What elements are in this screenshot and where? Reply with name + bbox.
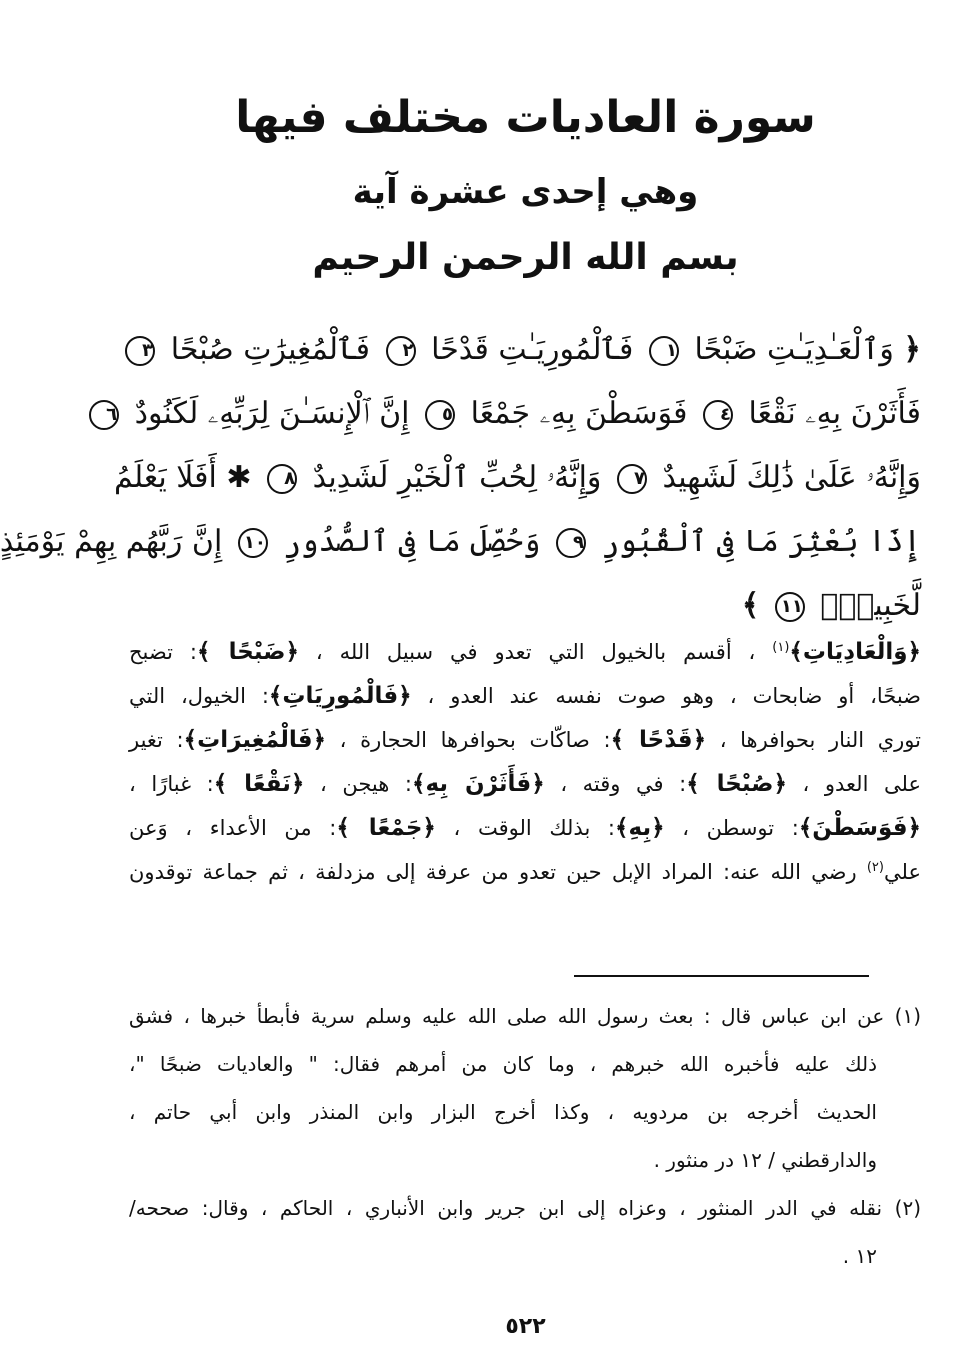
footnote-1-line-2: ذلك عليه فأخبره الله خبرهم ، وما كان من أمرهم فقال: " والعاديات ضبحًا "، [129, 1052, 877, 1076]
keyword-fa-wasatna: ﴿فَوَسَطْنَ﴾ [798, 815, 921, 841]
commentary-line-6 [129, 850, 921, 894]
basmala: بسم الله الرحمن الرحيم [312, 237, 739, 278]
verse-3-number: ٣ [125, 336, 155, 366]
page-number: ٥٢٢ [505, 1314, 546, 1339]
keyword-al-adiyat: ﴿وَالْعَادِيَاتِ﴾ [789, 639, 921, 665]
keyword-dabhan: ﴿ضَبْحًا ﴾ [196, 639, 299, 665]
commentary-line-5 [129, 806, 921, 850]
quran-close-bracket: ﴾ [741, 588, 760, 623]
keyword-qadhan: ﴿قَدْحًا ﴾ [610, 727, 707, 753]
footnote-divider [574, 975, 869, 977]
quran-line-4 [0, 510, 921, 574]
verse-8-number: ٨ [267, 464, 297, 494]
commentary-text: : تغير [129, 728, 184, 752]
verse-11-text-start: إِنَّ رَبَّهُم بِهِمْ يَوْمَئِذٍ [0, 524, 223, 559]
keyword-naqan: ﴿نَقْعًا ﴾ [213, 771, 305, 797]
quran-line-2 [106, 382, 921, 446]
verse-10-number: ١٠ [238, 528, 268, 558]
footnote-ref-1[interactable]: (١) [772, 640, 790, 655]
verse-10-text: وَحُصِّلَ مَا فِى ٱلصُّدُورِ [283, 524, 541, 559]
footnotes-block [129, 992, 921, 1280]
commentary-text: : توسطن ، [682, 816, 799, 840]
verse-6-text: إِنَّ ٱلْإِنسَـٰنَ لِرَبِّهِۦ لَكَنُودٌ [134, 396, 410, 431]
commentary-text: : صاكّات بحوافرها الحجارة ، [339, 728, 611, 752]
commentary-text: : تضبح [129, 640, 197, 664]
commentary-text: : من الأعداء ، وَعن [129, 816, 337, 840]
footnote-ref-2[interactable]: (٢) [866, 860, 884, 875]
verse-2-text: فَٱلْمُورِيَـٰتِ قَدْحًا [431, 332, 634, 367]
verse-4-number: ٤ [703, 400, 733, 430]
verse-5-number: ٥ [425, 400, 455, 430]
commentary-text: ، أقسم بالخيول التي تعدو في سبيل الله ، [315, 640, 756, 664]
commentary-text: : في وقته ، [560, 772, 687, 796]
keyword-subhan: ﴿صُبْحًا ﴾ [686, 771, 787, 797]
quran-line-3 [114, 446, 921, 510]
commentary-text: : الخيول، التي [129, 684, 269, 708]
quran-open-bracket: ﴿ [903, 332, 921, 367]
verse-9-text-end: إِذَا بُعْثِرَ مَا فِى ٱلْقُبُورِ [601, 524, 921, 559]
verse-count-subtitle: وهي إحدى عشرة آية [352, 172, 699, 212]
verse-2-number: ٢ [386, 336, 416, 366]
commentary-line-4 [129, 762, 921, 806]
quran-line-5 [129, 574, 921, 638]
commentary-text: رضي الله عنه: المراد الإبل حين تعدو من عرفة إلى مزدلفة ، ثم جماعة توقدون [129, 860, 857, 884]
verse-7-text: وَإِنَّهُۥ عَلَىٰ ذَٰلِكَ لَشَهِيدٌ [662, 460, 921, 495]
verse-9-number: ٩ [556, 528, 586, 558]
commentary-text: : هيجن ، [320, 772, 412, 796]
keyword-bihi: ﴿بِهِ﴾ [615, 815, 665, 841]
keyword-fa-atharna: ﴿فَأَثَرْنَ بِهِ﴾ [411, 771, 545, 797]
footnote-1-line-3: الحديث أخرجه بن مردويه ، وكذا أخرج البزار وابن المنذر وابن أبي حاتم ، [129, 1100, 877, 1124]
verse-9-text-start: أَفَلَا يَعْلَمُ [114, 460, 217, 495]
footnote-1-line-1: (١) عن ابن عباس قال : بعث رسول الله صلى الله عليه وسلم سرية فأبطأ خبرها ، فشق [129, 1004, 921, 1028]
commentary-line-2 [129, 674, 921, 718]
verse-7-number: ٧ [617, 464, 647, 494]
verse-1-number: ١ [649, 336, 679, 366]
commentary-text: علي [883, 860, 921, 884]
verse-6-number: ٦ [89, 400, 119, 430]
commentary-line-3 [129, 718, 921, 762]
commentary-text: : غبارًا ، [129, 772, 214, 796]
commentary-text: توري النار بحوافرها ، [719, 728, 921, 752]
keyword-al-mughirat: ﴿فَالْمُغِيرَاتِ﴾ [183, 727, 327, 753]
verse-3-text: فَٱلْمُغِيرَٰتِ صُبْحًا [170, 332, 370, 367]
footnote-2-line-2: ١٢ . [842, 1244, 877, 1268]
footnote-1-line-4: والدارقطني / ١٢ در منثور . [653, 1148, 877, 1172]
verse-1-text: وَٱلْعَـٰدِيَـٰتِ ضَبْحًا [694, 332, 894, 367]
verse-11-text-end: لَّخَبِيرٌۢ [820, 588, 921, 623]
quran-text-block [0, 318, 921, 638]
tafsir-commentary [129, 630, 921, 894]
surah-title: سورة العاديات مختلف فيها [235, 92, 816, 143]
commentary-text: : بذلك الوقت ، [453, 816, 616, 840]
keyword-jaman: ﴿جَمْعًا ﴾ [336, 815, 436, 841]
hizb-star-icon: ✱ [226, 460, 252, 495]
keyword-al-muriyat: ﴿فَالْمُورِيَاتِ﴾ [268, 683, 412, 709]
verse-4-text: فَأَثَرْنَ بِهِۦ نَقْعًا [748, 396, 921, 431]
commentary-text: على العدو ، [802, 772, 921, 796]
footnote-2-line-1: (٢) نقله في الدر المنثور ، وعزاه إلى ابن جرير وابن الأنباري ، الحاكم ، وقال: صححه/ [129, 1196, 921, 1220]
verse-5-text: فَوَسَطْنَ بِهِۦ جَمْعًا [470, 396, 688, 431]
verse-8-text: وَإِنَّهُۥ لِحُبِّ ٱلْخَيْرِ لَشَدِيدٌ [312, 460, 602, 495]
verse-11-number: ١١ [775, 592, 805, 622]
commentary-text: ضبحًا، أو ضابحات ، وهو صوت نفسه عند العدو ، [427, 684, 921, 708]
quran-line-1 [129, 318, 921, 382]
commentary-line-1 [129, 630, 921, 674]
